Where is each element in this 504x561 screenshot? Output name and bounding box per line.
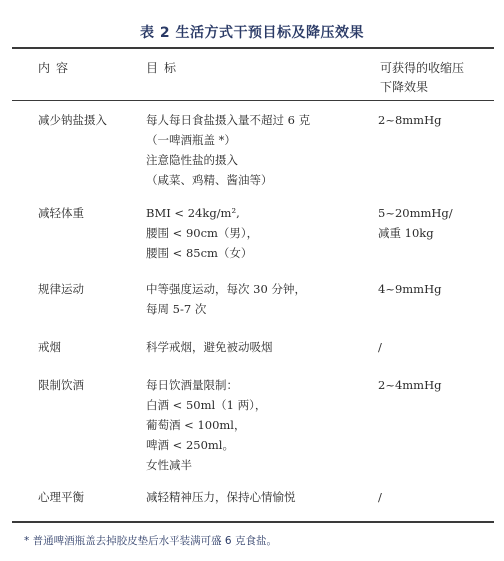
effect-line: 2~8mmHg [378, 113, 442, 127]
table-header-rule [12, 100, 494, 101]
header-content: 内容 [38, 61, 75, 75]
target-line: 啤酒 < 250ml。 [146, 438, 234, 452]
row-item: 心理平衡 [38, 490, 84, 504]
header-effect [380, 59, 492, 97]
target-line: （咸菜、鸡精、酱油等） [146, 173, 273, 187]
target-line: 腰围 < 90cm（男）， [146, 226, 259, 240]
footnote: * 普通啤酒瓶盖去掉胶皮垫后水平装满可盛 6 克食盐。 [24, 535, 277, 547]
row-effect [378, 279, 441, 299]
target-line: 减轻精神压力，保持心情愉悦 [146, 490, 296, 504]
target-line: 注意隐性盐的摄入 [146, 153, 238, 167]
target-line: 科学戒烟，避免被动吸烟 [146, 340, 273, 354]
target-line: 葡萄酒 < 100ml， [146, 418, 246, 432]
target-line: 女性减半 [146, 458, 192, 472]
target-line: 每日饮酒量限制： [146, 378, 238, 392]
effect-line: 5~20mmHg/ [378, 206, 453, 220]
row-target [146, 110, 310, 190]
target-line: 每周 5-7 次 [146, 302, 207, 316]
header-target: 目标 [146, 61, 183, 75]
row-effect [378, 487, 382, 507]
row-item: 减轻体重 [38, 206, 84, 220]
effect-line: / [378, 340, 382, 354]
effect-line: 2~4mmHg [378, 378, 442, 392]
row-target [146, 337, 273, 357]
target-line: 中等强度运动，每次 30 分钟， [146, 282, 306, 296]
effect-line: / [378, 490, 382, 504]
row-effect [378, 110, 441, 130]
row-effect [378, 203, 453, 243]
row-item: 戒烟 [38, 340, 61, 354]
target-line: 腰围 < 85cm（女） [146, 246, 253, 260]
target-line: （一啤酒瓶盖 *） [146, 133, 236, 147]
row-effect [378, 337, 382, 357]
table-top-rule [12, 47, 494, 49]
table-title: 表 2 生活方式干预目标及降压效果 [140, 25, 364, 41]
row-target [146, 487, 296, 507]
row-target [146, 279, 306, 319]
table-bottom-rule [12, 521, 494, 523]
target-line: 每人每日食盐摄入量不超过 6 克 [146, 113, 311, 127]
row-effect [378, 375, 441, 395]
row-item: 减少钠盐摄入 [38, 113, 107, 127]
target-line: BMI < 24kg/m², [146, 206, 240, 220]
row-target [146, 375, 266, 475]
effect-line: 4~9mmHg [378, 282, 442, 296]
header-effect-line1: 可获得的收缩压 [380, 61, 465, 75]
header-effect-line2: 下降效果 [380, 80, 429, 94]
row-item: 规律运动 [38, 282, 84, 296]
row-target [146, 203, 258, 263]
effect-line: 减重 10kg [378, 226, 434, 240]
target-line: 白酒 < 50ml（1 两）， [146, 398, 267, 412]
row-item: 限制饮酒 [38, 378, 84, 392]
